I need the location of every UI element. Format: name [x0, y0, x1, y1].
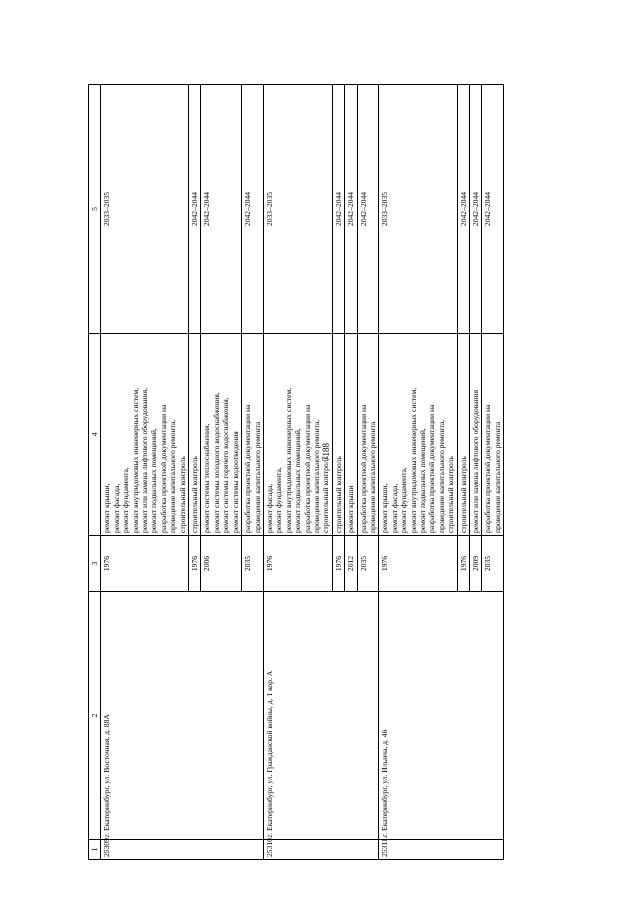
- year-cell: 1976: [332, 536, 344, 592]
- work-item: ремонт внутридомовых инженерных систем,: [283, 387, 293, 533]
- work-item: ремонт или замена лифтового оборудования: [471, 389, 481, 533]
- works-cell: [242, 334, 264, 536]
- works-cell: [201, 334, 242, 536]
- column-header-5: 5: [89, 85, 101, 334]
- year-cell: 2035: [357, 536, 379, 592]
- year-cell: 1976: [379, 536, 457, 592]
- works-cell: [332, 334, 344, 536]
- repair-schedule-table: [88, 84, 504, 860]
- work-item: ремонт крыши,: [380, 483, 390, 533]
- works-cell: [457, 334, 469, 536]
- work-item: ремонт фундамента,: [274, 467, 284, 533]
- work-item: ремонт системы водоотведения: [230, 431, 240, 533]
- period-cell: 2042–2044: [470, 85, 482, 334]
- work-item: ремонт крыши: [346, 485, 356, 533]
- rotated-table-container: [88, 85, 588, 860]
- work-item: разработка проектной документации на: [302, 404, 312, 533]
- work-item: разработка проектной документации на: [427, 404, 437, 533]
- period-cell: 2042–2044: [201, 85, 242, 334]
- work-item: проведение капитального ремонта,: [436, 419, 446, 533]
- period-cell: 2042–2044: [357, 85, 379, 334]
- period-cell: 2033–2035: [379, 85, 457, 334]
- year-cell: 2006: [201, 536, 242, 592]
- year-cell: 1976: [189, 536, 201, 592]
- work-item: проведение капитального ремонта: [492, 421, 502, 533]
- works-cell: [345, 334, 357, 536]
- works-cell: [482, 334, 504, 536]
- work-item: ремонт или замена лифтового оборудования,: [140, 388, 150, 533]
- works-cell: [379, 334, 457, 536]
- period-cell: 2033–2035: [101, 85, 189, 334]
- work-item: ремонт внутридомовых инженерных систем,: [130, 387, 140, 533]
- work-item: ремонт подвальных помещений,: [418, 428, 427, 533]
- work-item: проведение капитального ремонта: [367, 421, 377, 533]
- column-number-header: [89, 85, 101, 860]
- column-header-4: 4: [89, 334, 101, 536]
- period-cell: 2042–2044: [482, 85, 504, 334]
- work-item: ремонт фасада,: [111, 483, 121, 533]
- year-cell: 2012: [345, 536, 357, 592]
- work-item: разработка проектной документации на: [243, 404, 253, 533]
- year-cell: 2035: [482, 536, 504, 592]
- work-item: строительный контроль: [190, 456, 200, 533]
- entry-number: 25311.: [379, 840, 504, 860]
- work-item: ремонт фундамента,: [121, 467, 131, 533]
- table-body: [89, 85, 504, 860]
- works-cell: [357, 334, 379, 536]
- period-cell: 2033–2035: [263, 85, 332, 334]
- year-cell: 1976: [101, 536, 189, 592]
- period-cell: 2042–2044: [345, 85, 357, 334]
- work-item: ремонт крыши,: [102, 483, 112, 533]
- period-cell: 2042–2044: [332, 85, 344, 334]
- period-cell: 2042–2044: [189, 85, 201, 334]
- work-item: ремонт системы горячего водоснабжения,: [221, 397, 231, 533]
- year-cell: 2035: [242, 536, 264, 592]
- works-cell: [263, 334, 332, 536]
- work-item: строительный контроль: [333, 456, 343, 533]
- work-item: строительный контроль: [321, 456, 331, 533]
- work-item: разработка проектной документации на: [158, 404, 168, 533]
- period-cell: 2042–2044: [457, 85, 469, 334]
- work-item: ремонт фасада,: [264, 483, 274, 533]
- work-item: ремонт подвальных помещений,: [149, 428, 159, 533]
- page-number: 7188: [321, 443, 331, 461]
- works-cell: [470, 334, 482, 536]
- table-row: [263, 85, 332, 860]
- entry-address: г. Екатеринбург, ул. Гражданской войны, д. 1 кор. А: [263, 592, 378, 840]
- year-cell: 1976: [457, 536, 469, 592]
- column-header-2: 2: [89, 592, 101, 840]
- work-item: ремонт системы холодного водоснабжения,: [211, 392, 221, 533]
- work-item: ремонт подвальных помещений,: [293, 428, 303, 533]
- period-cell: 2042–2044: [242, 85, 264, 334]
- work-item: строительный контроль: [177, 456, 187, 533]
- work-item: строительный контроль: [446, 456, 456, 533]
- work-item: проведение капитального ремонта,: [311, 419, 321, 533]
- entry-number: 25309.: [101, 840, 264, 860]
- work-item: строительный контроль: [458, 456, 468, 533]
- year-cell: 1976: [263, 536, 332, 592]
- column-header-1: 1: [89, 840, 101, 860]
- entry-number: 25310.: [263, 840, 378, 860]
- work-item: ремонт фасада,: [389, 483, 399, 533]
- work-item: проведение капитального ремонта: [252, 421, 262, 533]
- column-header-3: 3: [89, 536, 101, 592]
- table-row: [379, 85, 457, 860]
- work-item: ремонт фундамента,: [399, 467, 409, 533]
- work-item: проведение капитального ремонта,: [168, 419, 178, 533]
- entry-address: г. Екатеринбург, ул. Ильича, д. 46: [379, 592, 504, 840]
- work-item: разработка проектной документации на: [483, 404, 493, 533]
- entry-address: г. Екатеринбург, ул. Восточная, д. 88А: [101, 592, 264, 840]
- work-item: ремонт системы теплоснабжения,: [202, 423, 212, 533]
- works-cell: [189, 334, 201, 536]
- table-row: [101, 85, 189, 860]
- work-item: ремонт внутридомовых инженерных систем,: [408, 387, 418, 533]
- works-cell: [101, 334, 189, 536]
- year-cell: 2009: [470, 536, 482, 592]
- work-item: разработка проектной документации на: [358, 404, 368, 533]
